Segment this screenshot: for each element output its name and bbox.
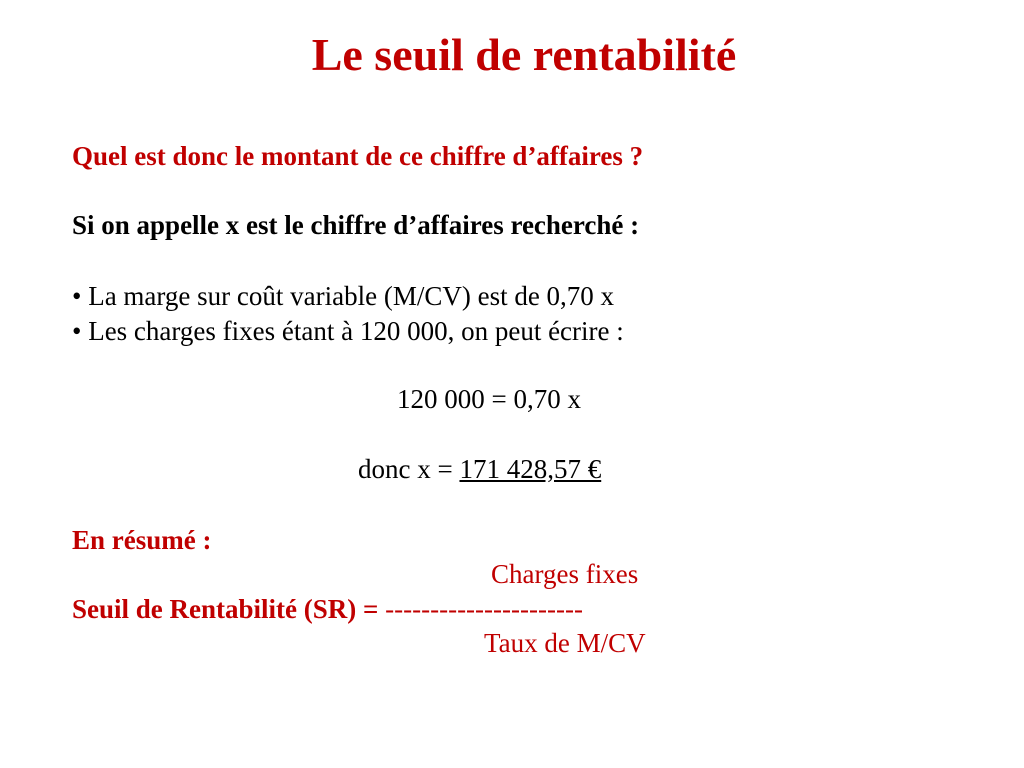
result-prefix: donc x = bbox=[358, 454, 460, 484]
slide-title: Le seuil de rentabilité bbox=[311, 29, 737, 80]
result-value: 171 428,57 € bbox=[459, 454, 602, 484]
bullet-margin: • La marge sur coût variable (M/CV) est de 0,70 x bbox=[72, 281, 615, 311]
intro-text: Si on appelle x est le chiffre d’affaires recherché : bbox=[72, 210, 640, 240]
summary-heading: En résumé : bbox=[72, 525, 212, 555]
bullet-fixed-charges: • Les charges fixes étant à 120 000, on peut écrire : bbox=[72, 316, 624, 346]
formula-fraction-bar: ---------------------- bbox=[385, 594, 583, 624]
question-text: Quel est donc le montant de ce chiffre d’affaires ? bbox=[72, 141, 644, 171]
formula-numerator: Charges fixes bbox=[491, 559, 639, 589]
formula-lhs: Seuil de Rentabilité (SR) = bbox=[72, 594, 386, 624]
formula-denominator: Taux de M/CV bbox=[484, 628, 646, 658]
result-line bbox=[358, 456, 601, 483]
formula-line bbox=[72, 596, 583, 623]
equation: 120 000 = 0,70 x bbox=[397, 384, 581, 414]
